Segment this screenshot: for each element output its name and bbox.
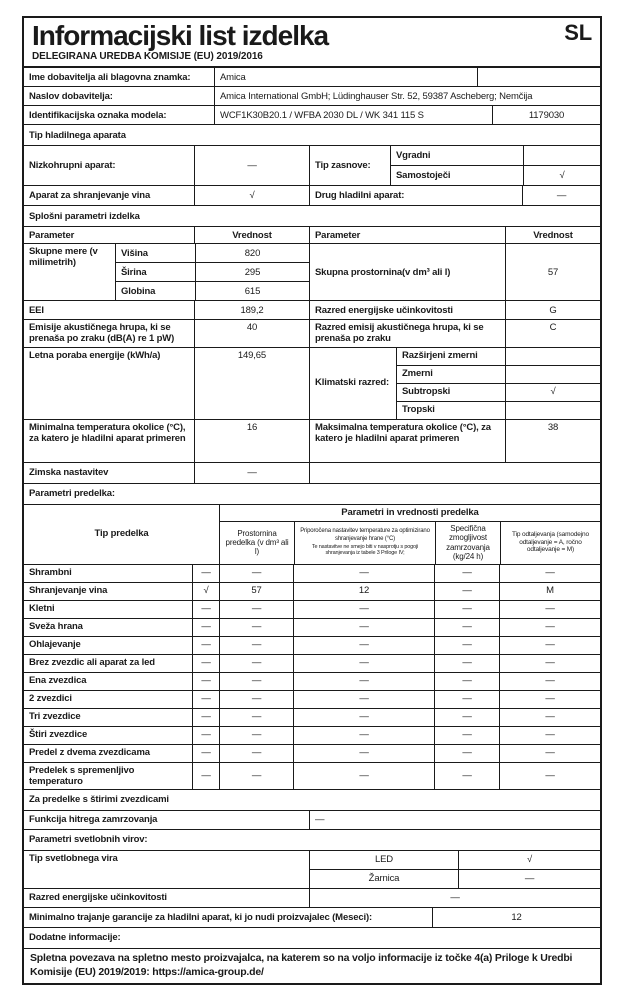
compartment-volume: — [219,601,293,618]
total-volume-value: 57 [505,244,600,300]
section-header-general: Splošni parametri izdelka [24,205,600,226]
table-row [24,708,600,726]
height-label: Višina [121,247,148,259]
eei-label: EEI [29,304,44,316]
table-row [24,654,600,672]
table-row [24,564,600,582]
depth-value: 615 [195,282,309,300]
winter-setting-extra [309,463,600,483]
compartment-freezing: — [434,655,499,672]
compartment-freezing: — [434,727,499,744]
compartment-row-label: Ohlajevanje [29,639,81,651]
compartment-temperature: — [293,691,434,708]
winter-setting-label: Zimska nastavitev [29,466,109,478]
model-code: 1179030 [492,106,600,124]
table-row [24,462,600,483]
fast-freeze-value: — [309,811,600,829]
column-header-value: Vrednost [505,227,600,243]
compartment-defrost: — [499,601,600,618]
dimensions-sub [115,244,309,300]
compartment-temperature: 12 [293,583,434,600]
built-in-label: Vgradni [396,150,431,162]
compartment-freezing: — [434,637,499,654]
compartment-temperature: — [293,565,434,582]
compartment-row-label: Predelek s spremenljivo temperaturo [29,764,135,787]
compartment-temperature: — [293,619,434,636]
table-row [24,600,600,618]
column-header-freezing-capacity: Specifična zmogljivost zamrzovanja (kg/24 h) [435,522,500,564]
annual-energy-value: 149,65 [194,348,309,419]
compartment-temperature: — [293,655,434,672]
temperature-header-main: Priporočena nastavitev temperature za optimizirano shranjevanje hrane (°C) [300,528,430,542]
compartment-group-header: Parametri in vrednosti predelka [341,506,479,518]
section-header-light: Parametri svetlobnih virov: [24,829,600,850]
table-row [24,300,600,319]
compartment-volume: — [219,763,293,789]
compartment-row-label: Shranjevanje vina [29,585,108,597]
compartment-defrost: — [499,619,600,636]
design-options [390,146,600,185]
compartment-check: — [192,763,219,789]
compartment-check: — [192,637,219,654]
column-header-volume: Prostornina predelka (v dm³ ali l) [225,528,289,557]
depth-label: Globina [121,285,156,297]
manufacturer-website-text: Spletna povezava na spletno mesto proizvajalca, na katerem so na voljo informacije iz točke 4(a) Priloge k Uredbi Komisije (EU) 2019/2019: https://amica-group.de/ [30,952,573,978]
compartment-freezing: — [434,763,499,789]
column-header-parameter: Parameter [309,227,505,243]
climate-option-label: Zmerni [402,368,433,380]
compartment-check: — [192,565,219,582]
other-appliance-value: — [522,186,600,205]
regulation-subtitle: DELEGIRANA UREDBA KOMISIJE (EU) 2019/2016 [32,51,263,63]
table-row [24,86,600,105]
compartment-volume: — [219,745,293,762]
width-label: Širina [121,266,147,278]
compartment-freezing: — [434,709,499,726]
column-header-defrost-type: Tip odtaljevanja (samodejno odtaljevanje = A, ročno odtaljevanje = M) [500,522,600,564]
table-row [24,105,600,124]
compartment-defrost: — [499,637,600,654]
total-volume-label: Skupna prostornina(v dm³ ali l) [309,244,505,300]
light-type-label: Tip svetlobnega vira [29,853,118,864]
energy-climate-row [24,347,600,419]
height-value: 820 [195,244,309,262]
compartment-check: — [192,601,219,618]
climate-class-label: Klimatski razred: [309,348,396,419]
wine-appliance-check: √ [194,186,309,205]
section-header-type: Tip hladilnega aparata [24,124,600,145]
light-option-led-label: LED [374,854,394,866]
model-label: Identifikacijska oznaka modela: [29,109,167,121]
warranty-label: Minimalno trajanje garancije za hladilni aparat, ki jo nudi proizvajalec (Meseci): [29,911,372,923]
compartment-defrost: — [499,565,600,582]
energy-class-label: Razred energijske učinkovitosti [309,301,505,319]
compartment-defrost: — [499,709,600,726]
brand-value: Amica [214,68,477,86]
compartment-defrost: — [499,691,600,708]
compartment-volume: 57 [219,583,293,600]
table-row [24,582,600,600]
compartment-volume: — [219,709,293,726]
annual-energy-label: Letna poraba energije (kWh/a) [29,349,161,361]
compartment-temperature: — [293,727,434,744]
compartment-volume: — [219,637,293,654]
compartment-freezing: — [434,619,499,636]
table-row [24,810,600,829]
column-header-parameter: Parameter [29,229,75,241]
section-header-additional: Dodatne informacije: [24,927,600,948]
compartment-check: √ [192,583,219,600]
compartment-temperature: — [293,745,434,762]
compartment-temperature: — [293,637,434,654]
table-row [24,672,600,690]
climate-option-label: Razširjeni zmerni [402,350,478,362]
noise-class-label: Razred emisij akustičnega hrupa, ki se prenaša po zraku [309,320,505,346]
section-header-compartments: Parametri predelka: [24,483,600,504]
min-temp-value: 16 [194,420,309,462]
additional-info-row [24,948,600,983]
dimensions-row [24,243,600,300]
compartment-defrost: — [499,727,600,744]
max-temp-value: 38 [505,420,600,462]
compartment-freezing: — [434,745,499,762]
table-row [24,690,600,708]
width-value: 295 [195,263,309,281]
freestanding-label: Samostoječi [396,170,451,182]
compartment-check: — [192,691,219,708]
compartment-freezing: — [434,601,499,618]
compartment-volume: — [219,691,293,708]
climate-option-label: Tropski [402,404,435,416]
eei-value: 189,2 [194,301,309,319]
compartment-volume: — [219,727,293,744]
compartment-type-column-header: Tip predelka [94,528,149,540]
light-options [309,851,600,888]
light-energy-class-value: — [309,889,600,907]
brand-label: Ime dobavitelja ali blagovna znamka: [29,71,191,83]
table-row [24,419,600,462]
compartment-volume: — [219,673,293,690]
compartment-row-label: Štiri zvezdice [29,729,88,741]
table-row [24,68,600,86]
light-energy-class-label: Razred energijske učinkovitosti [29,892,167,904]
compartment-temperature: — [293,673,434,690]
climate-option-check: √ [505,384,600,401]
compartment-row-label: Tri zvezdice [29,711,81,723]
warranty-row [24,907,600,927]
compartment-row-label: Predel z dvema zvezdicama [29,747,150,759]
compartment-check: — [192,709,219,726]
compartment-freezing: — [434,565,499,582]
compartment-defrost: — [499,673,600,690]
table-row [24,726,600,744]
compartment-check: — [192,673,219,690]
warranty-value: 12 [432,908,600,927]
model-value: WCF1K30B20.1 / WFBA 2030 DL / WK 341 115 S [214,106,492,124]
compartment-columns [219,505,600,564]
climate-option-value [505,402,600,419]
compartment-row-label: Ena zvezdica [29,675,87,687]
product-info-sheet [22,16,602,985]
winter-setting-value: — [194,463,309,483]
table-row [24,185,600,205]
compartment-volume: — [219,619,293,636]
light-option-bulb-label: Žarnica [368,873,400,885]
table-row [24,319,600,346]
language-badge: SL [564,20,592,45]
climate-option-value [505,348,600,365]
compartment-defrost: — [499,655,600,672]
fast-freeze-label: Funkcija hitrega zamrzovanja [29,814,158,826]
compartment-temperature: — [293,763,434,789]
energy-class-value: G [505,301,600,319]
climate-option-label: Subtropski [402,386,451,398]
low-noise-value: — [194,146,309,185]
compartment-temperature: — [293,709,434,726]
light-option-led-check: √ [458,851,600,869]
climate-option-value [505,366,600,383]
table-row [24,636,600,654]
dimensions-label: Skupne mere (v milimetrih) [29,246,98,269]
column-header-value: Vrednost [194,227,309,243]
compartment-row-label: Brez zvezdic ali aparat za led [29,657,155,669]
compartment-check: — [192,619,219,636]
wine-appliance-label: Aparat za shranjevanje vina [29,190,151,202]
table-row [24,744,600,762]
table-row [24,888,600,907]
compartment-row-label: Kletni [29,603,55,615]
address-label: Naslov dobavitelja: [29,90,113,102]
compartment-row-label: Shrambni [29,567,72,579]
compartments-header-row [24,504,600,564]
brand-extra [477,68,600,86]
noise-class-value: C [505,320,600,346]
min-temp-label: Minimalna temperatura okolice (°C), za katero je hladilni aparat primeren [29,421,186,444]
light-type-row [24,850,600,888]
freestanding-check: √ [523,166,600,185]
compartment-check: — [192,655,219,672]
compartment-defrost: — [499,763,600,789]
compartment-check: — [192,727,219,744]
table-row [24,145,600,185]
address-value: Amica International GmbH; Lüdinghauser Str. 52, 59387 Ascheberg; Nemčija [214,87,600,105]
temperature-header-note: Te nastavitve ne smejo biti v nasprotju s pogoji shranjevanja iz tabele 3 Priloge IV; [311,543,419,557]
compartment-defrost: — [499,745,600,762]
compartment-check: — [192,745,219,762]
table-row [24,618,600,636]
compartment-volume: — [219,565,293,582]
compartment-defrost: M [499,583,600,600]
page-title: Informacijski list izdelka [32,20,329,51]
column-header-temperature [294,522,435,564]
other-appliance-label: Drug hladilni aparat: [309,186,522,205]
section-header-four-star: Za predelke s štirimi zvezdicami [24,789,600,810]
compartment-freezing: — [434,673,499,690]
compartment-freezing: — [434,691,499,708]
low-noise-label: Nizkohrupni aparat: [29,160,116,172]
compartment-row-label: 2 zvezdici [29,693,72,705]
max-temp-label: Maksimalna temperatura okolice (°C), za katero je hladilni aparat primeren [309,420,505,462]
noise-value: 40 [194,320,309,346]
built-in-value [523,146,600,165]
title-block [24,18,600,68]
table-row [24,762,600,789]
light-option-bulb-value: — [458,870,600,888]
noise-label: Emisije akustičnega hrupa, ki se prenaša po zraku (dB(A) re 1 pW) [29,322,175,345]
compartment-freezing: — [434,583,499,600]
table-row [24,226,600,243]
compartment-row-label: Sveža hrana [29,621,83,633]
compartment-temperature: — [293,601,434,618]
compartment-volume: — [219,655,293,672]
design-type-label: Tip zasnove: [309,146,390,185]
climate-options [396,348,600,419]
